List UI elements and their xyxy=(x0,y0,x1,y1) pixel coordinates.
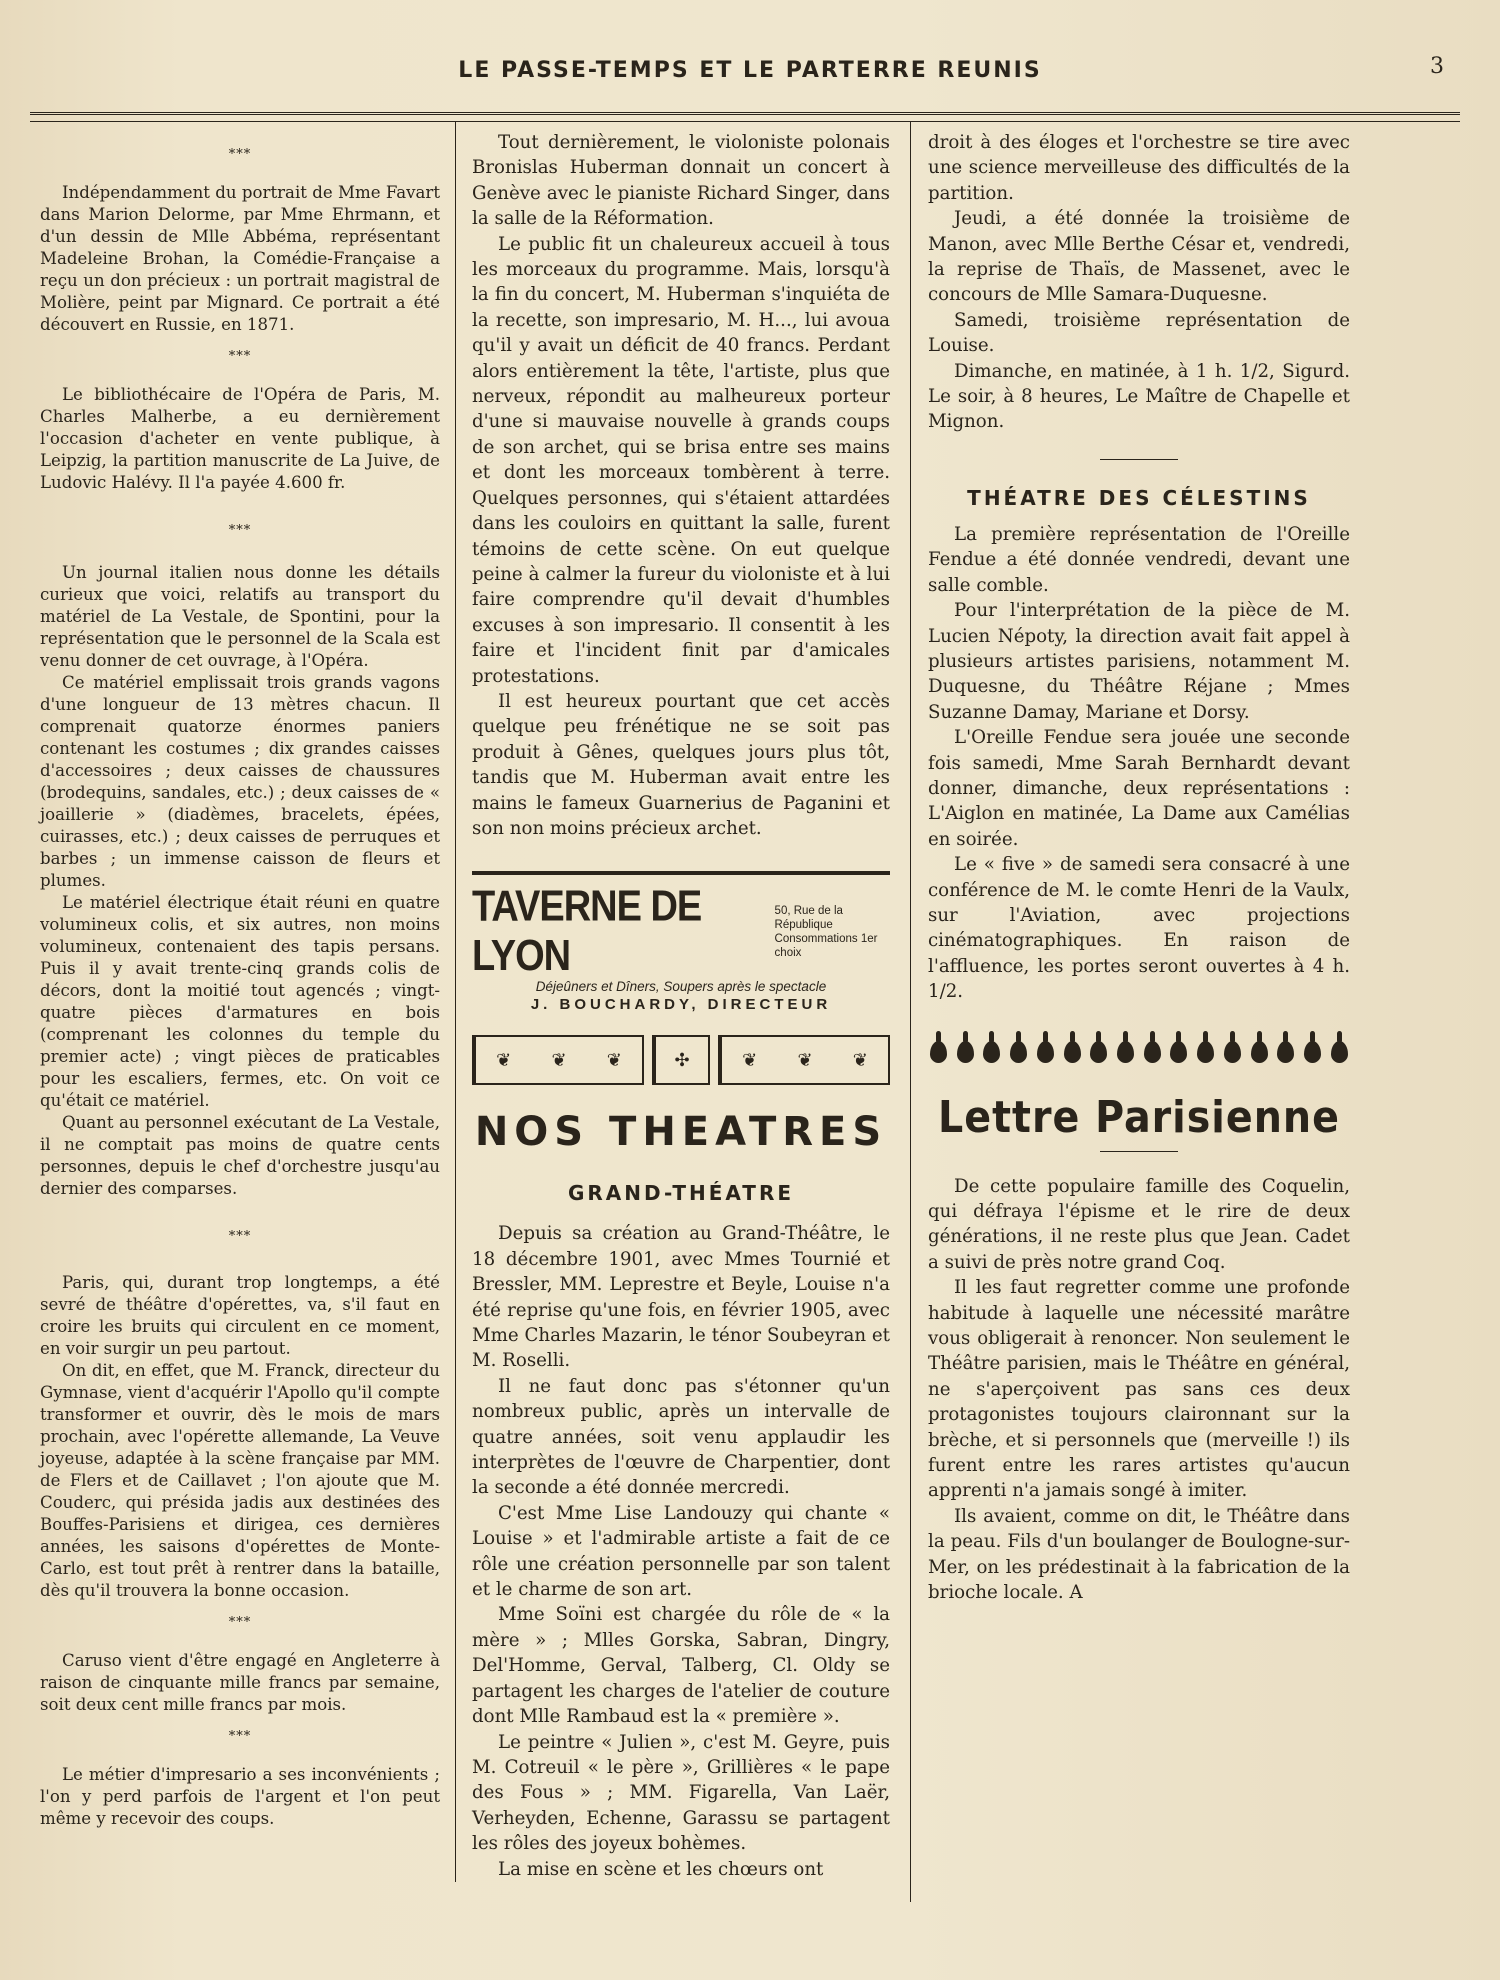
paragraph: droit à des éloges et l'orchestre se tire avec une science merveilleuse des difficultés de la partition. xyxy=(928,132,1350,204)
frieze-panel xyxy=(718,1035,890,1085)
ornament-icon xyxy=(1035,1031,1056,1065)
fleuron-icon: ❦ xyxy=(742,1049,758,1071)
column-divider xyxy=(455,122,456,1882)
ad-meals: Déjeûners et Dîners, Soupers après le spectacle xyxy=(535,979,827,995)
paragraph: Le « five » de samedi sera consacré à une conférence de M. le comte Henri de la Vaulx, sur l'Aviation, avec projections cinématographiques. En raison de l'affluence, les portes seront ouvertes à 4 h. 1/2. xyxy=(928,854,1350,1003)
paragraph: La première représentation de l'Oreille Fendue a été donnée vendredi, devant une salle comble. xyxy=(928,523,1350,596)
ad-address-line: 50, Rue de la République xyxy=(774,905,843,932)
asterism: *** xyxy=(228,523,252,538)
paragraph: Le bibliothécaire de l'Opéra de Paris, M. Charles Malherbe, a eu dernièrement l'occasion d'acheter en vente publique, à Leipzig, la partition manuscrite de La Juive, de Ludovic Halévy. Il l'a payée 4.600 fr. xyxy=(40,385,440,492)
ornament-icon xyxy=(1222,1031,1243,1065)
asterism: *** xyxy=(228,349,252,364)
paragraph: La mise en scène et les chœurs ont xyxy=(498,1858,824,1880)
paragraph: Ils avaient, comme on dit, le Théâtre dans la peau. Fils d'un boulanger de Boulogne-sur-Mer, on les prédestinait à la fabrication de la brioche locale. A xyxy=(928,1505,1350,1604)
ornament-icon xyxy=(1142,1031,1163,1065)
paragraph: Le métier d'impresario a ses inconvénients ; l'on y perd parfois de l'argent et l'on peut même y recevoir des coups. xyxy=(40,1765,440,1828)
ornament-icon xyxy=(1195,1031,1216,1065)
section-title: NOS THEATRES xyxy=(474,1109,888,1156)
paragraph: Caruso vient d'être engagé en Angleterre à raison de cinquante mille francs par semaine, soit deux cent mille francs par mois. xyxy=(40,1651,440,1714)
paragraph: Le matériel électrique était réuni en quatre volumineux colis, et six autres, non moins volumineux, contenaient des tapis persans. Puis il y avait trente-cinq grands colis de décors, dont la moitié tout agencés ; vingt-quatre pièces d'armatures en bois (comprenant les colonnes du temple du premier acte) ; vingt pièces de praticables pour les escaliers, fermes, etc. On voit ce qu'était ce matériel. xyxy=(40,893,440,1110)
ornament-icon xyxy=(1088,1031,1109,1065)
ornament-icon xyxy=(981,1031,1002,1065)
ornament-icon xyxy=(1115,1031,1136,1065)
column-1 xyxy=(40,130,440,1830)
column-divider xyxy=(910,122,911,1902)
ad-director: J. BOUCHARDY, DIRECTEUR xyxy=(530,996,832,1014)
header-double-rule xyxy=(30,112,1460,119)
column-3 xyxy=(928,130,1350,1606)
fleuron-icon: ❦ xyxy=(797,1049,813,1071)
ornament-icon xyxy=(955,1031,976,1065)
asterism: *** xyxy=(228,1615,252,1630)
ornament-icon xyxy=(1062,1031,1083,1065)
paragraph: Paris, qui, durant trop longtemps, a été sevré de théâtre d'opérettes, va, s'il faut en croire les bruits qui circulent en ce moment, en voir surgir un peu partout. xyxy=(40,1273,440,1358)
frieze-panel xyxy=(652,1035,710,1085)
fleuron-icon: ❦ xyxy=(606,1049,622,1071)
paragraph: Samedi, troisième représentation de Louise. xyxy=(928,309,1350,357)
asterism: *** xyxy=(228,1729,252,1744)
paragraph: Quant au personnel exécutant de La Vestale, il ne comptait pas moins de quatre cents personnes, depuis le chef d'orchestre jusqu'au dernier des comparses. xyxy=(40,1113,440,1198)
ornament-icon xyxy=(928,1031,949,1065)
ornament-band xyxy=(928,1031,1350,1071)
ornament-icon xyxy=(1168,1031,1189,1065)
fleuron-icon: ❦ xyxy=(496,1049,512,1071)
fleuron-icon: ✣ xyxy=(674,1049,690,1071)
paragraph: Ce matériel emplissait trois grands vagons d'une longueur de 13 mètres chacun. Il comprenait quatorze énormes paniers contenant les costumes ; dix grandes caisses d'accessoires ; deux caisses de chaussures (brodequins, sandales, etc.) ; deux caisses de « joaillerie » (diadèmes, bracelets, épées, cuirasses, etc.) ; deux caisses de perruques et barbes ; un immense caisson de fleurs et plumes. xyxy=(40,673,440,890)
fleuron-icon: ❦ xyxy=(852,1049,868,1071)
paragraph: Le public fit un chaleureux accueil à tous les morceaux du programme. Mais, lorsqu'à la fin du concert, M. Huberman s'inquiéta de la recette, son impresario, M. H..., lui avoua qu'il y avait un déficit de 40 francs. Perdant alors entièrement la tête, l'artiste, plus que nerveux, répondit au malheureux porteur d'une si mauvaise nouvelle à grands coups de son archet, qui se brisa entre ses mains et dont les morceaux tombèrent à terre. Quelques personnes, qui s'étaient attardées dans les couloirs en quittant la salle, furent témoins de cette scène. On eut quelque peine à calmer la fureur du violoniste et à lui faire comprendre qu'il devait d'humbles excuses à son impresario. Il consentit à les faire et l'incident finit par d'amicales protestations. xyxy=(472,233,890,687)
header-rule xyxy=(30,121,1460,122)
paragraph: Pour l'interprétation de la pièce de M. Lucien Népoty, la direction avait fait appel à plusieurs artistes parisiens, notamment M. Duquesne, du Théâtre Réjane ; Mmes Suzanne Damay, Mariane et Dorsy. xyxy=(928,600,1350,723)
paragraph: Dimanche, en matinée, à 1 h. 1/2, Sigurd. Le soir, à 8 heures, Le Maître de Chapelle et Mignon. xyxy=(928,360,1350,433)
paragraph: Depuis sa création au Grand-Théâtre, le 18 décembre 1901, avec Mmes Tournié et Bressler, MM. Leprestre et Beyle, Louise n'a été reprise qu'une fois, en février 1905, avec Mme Charles Mazarin, le ténor Soubeyran et M. Roselli. xyxy=(472,1223,890,1372)
ornamental-frieze xyxy=(472,1035,890,1085)
paragraph: Il est heureux pourtant que cet accès quelque peu frénétique ne se soit pas produit à Gênes, quelques jours plus tôt, tandis que M. Huberman avait entre les mains le fameux Guarnerius de Paganini et son non moins précieux archet. xyxy=(472,690,890,839)
ad-address xyxy=(775,904,890,960)
ornament-icon xyxy=(1249,1031,1270,1065)
running-title: LE PASSE-TEMPS ET LE PARTERRE REUNIS xyxy=(458,58,1042,83)
asterism: *** xyxy=(228,147,252,162)
paragraph: Tout dernièrement, le violoniste polonais Bronislas Huberman donnait un concert à Genève avec le pianiste Richard Singer, dans la salle de la Réformation. xyxy=(472,132,890,230)
page-number: 3 xyxy=(1430,54,1444,79)
asterism: *** xyxy=(228,1229,252,1244)
ornament-icon xyxy=(1329,1031,1350,1065)
paragraph: L'Oreille Fendue sera jouée une seconde fois samedi, Mme Sarah Bernhardt devant donner, dimanche, deux représentations : L'Aiglon en matinée, La Dame aux Camélias en soirée. xyxy=(928,727,1350,850)
ad-title-row xyxy=(472,882,890,981)
paragraph: Il ne faut donc pas s'étonner qu'un nombreux public, après un intervalle de quatre années, soit venu applaudir les interprètes de l'œuvre de Charpentier, dont la seconde a été donnée mercredi. xyxy=(472,1375,890,1499)
ornament-icon xyxy=(1275,1031,1296,1065)
ornament-icon xyxy=(1302,1031,1323,1065)
paragraph: Il les faut regretter comme une profonde habitude à laquelle une nécessité marâtre vous obligerait à renoncer. Non seulement le Théâtre parisien, mais le Théâtre en général, ne s'aperçoivent pas sans ces deux protagonistes toujours claironnant sur la brèche, et si personnels que (merveille !) ils furent entre les rares artistes qu'aucun apprenti n'a jamais songé à imiter. xyxy=(928,1277,1350,1502)
fleuron-icon: ❦ xyxy=(551,1049,567,1071)
paragraph: C'est Mme Lise Landouzy qui chante « Louise » et l'admirable artiste a fait de ce rôle une création personnelle par son talent et le charme de son art. xyxy=(472,1502,890,1601)
paragraph: Le peintre « Julien », c'est M. Geyre, puis M. Cotreuil « le père », Grillières « le pape des Fous » ; MM. Figarella, Van Laër, Verheyden, Echenne, Garassu se partagent les rôles des joyeux bohèmes. xyxy=(472,1731,890,1855)
ad-address-line: Consommations 1er choix xyxy=(774,933,878,960)
paragraph: De cette populaire famille des Coquelin, qui défraya l'épisme et le rire de deux générations, il ne reste plus que Jean. Cadet a suivi de près notre grand Coq. xyxy=(928,1175,1350,1273)
subsection-title: GRAND-THÉATRE xyxy=(567,1181,795,1206)
frieze-panel xyxy=(472,1035,644,1085)
paragraph: Indépendamment du portrait de Mme Favart dans Marion Delorme, par Mme Ehrmann, et d'un dessin de Mlle Abbéma, représentant Madeleine Brohan, la Comédie-Française a reçu un don précieux : un portrait magistral de Molière, peint par Mignard. Ce portrait a été découvert en Russie, en 1871. xyxy=(40,183,440,334)
separator-rule xyxy=(1100,459,1178,460)
paragraph: Un journal italien nous donne les détails curieux que voici, relatifs au transport du matériel de La Vestale, de Spontini, pour la représentation que le personnel de la Scala est venu donner de cet ouvrage, à l'Opéra. xyxy=(40,563,440,670)
ornament-icon xyxy=(1008,1031,1029,1065)
section-title: THÉATRE DES CÉLESTINS xyxy=(967,485,1311,510)
ad-name: TAVERNE DE LYON xyxy=(472,882,702,981)
page-header xyxy=(30,54,1470,94)
separator-rule xyxy=(1100,1151,1178,1152)
paragraph: On dit, en effet, que M. Franck, directeur du Gymnase, vient d'acquérir l'Apollo qu'il compte transformer et ouvrir, dès le mois de mars prochain, avec l'opérette allemande, La Veuve joyeuse, adaptée à la scène française par MM. de Flers et de Caillavet ; l'on ajoute que M. Couderc, qui présida jadis aux destinées des Bouffes-Parisiens et dirigea, ces dernières années, les saisons d'opérettes de Monte-Carlo, est tout prêt à rentrer dans la bataille, dès qu'il trouvera la bonne occasion. xyxy=(40,1361,440,1600)
advertisement-taverne xyxy=(472,871,890,1085)
article-title: Lettre Parisienne xyxy=(938,1091,1340,1143)
paragraph: Jeudi, a été donnée la troisième de Manon, avec Mlle Berthe César et, vendredi, la reprise de Thaïs, de Massenet, avec le concours de Mlle Samara-Duquesne. xyxy=(928,208,1350,306)
paragraph: Mme Soïni est chargée du rôle de « la mère » ; Mlles Gorska, Sabran, Dingry, Del'Homme, Gerval, Talberg, Cl. Oldy se partagent les charges de l'atelier de couture dont Mlle Rambaud est la « première ». xyxy=(472,1604,890,1728)
column-2 xyxy=(472,130,890,1882)
